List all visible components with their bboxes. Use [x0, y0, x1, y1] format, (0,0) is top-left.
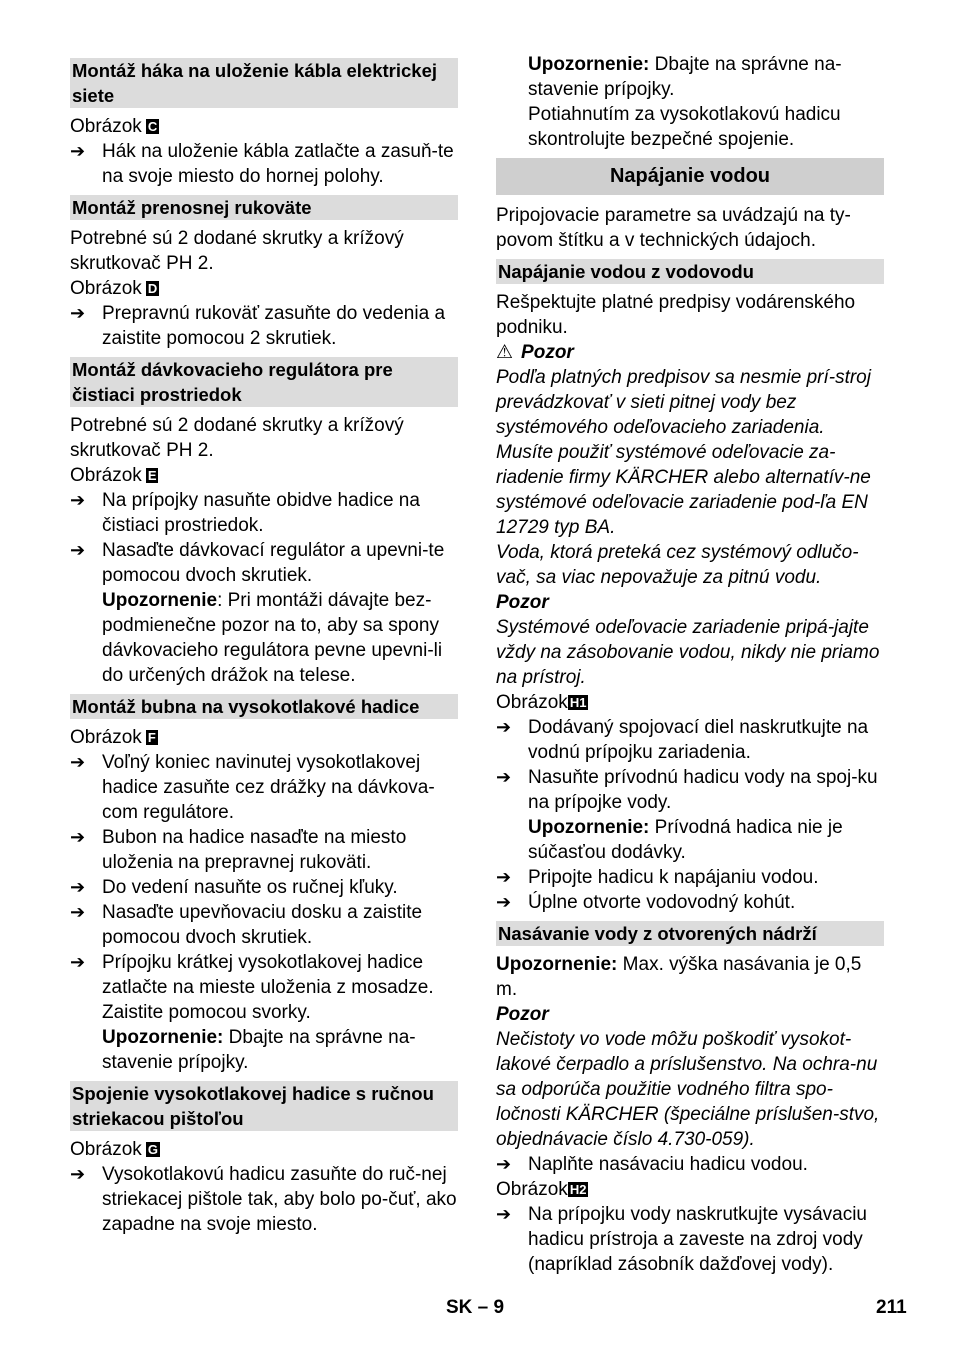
arrow-right-icon: ➔: [496, 892, 512, 912]
arrow-right-icon: ➔: [496, 767, 512, 787]
figure-ref: [70, 725, 458, 750]
step-text: Bubon na hadice nasaďte na miesto uloženia na prepravnej rukoväti.: [102, 827, 407, 873]
arrow-right-icon: ➔: [70, 752, 86, 772]
step-text: Hák na uloženie kábla zatlačte a zasuň-te na svoje miesto do hornej polohy.: [102, 141, 454, 187]
arrow-right-icon: ➔: [496, 717, 512, 737]
figure-ref: [496, 1177, 884, 1202]
figure-prefix: Obrázok: [496, 692, 568, 713]
figure-ref: [70, 463, 458, 488]
caution-text: Systémové odeľovacie zariadenie pripá-jajte vždy na zásobovanie vodou, nikdy nie priamo na prístroj.: [496, 617, 880, 688]
caution-heading: Pozor: [496, 1004, 549, 1025]
step-text: Prepravnú rukoväť zasuňte do vedenia a zaistite pomocou 2 skrutiek.: [102, 303, 446, 349]
section-heading-hose-drum: Montáž bubna na vysokotlakové hadice: [70, 694, 458, 719]
note-label: Upozornenie:: [496, 954, 618, 975]
section-heading-mains-water: Napájanie vodou z vodovodu: [496, 259, 884, 284]
warning-title: Pozor: [521, 342, 574, 363]
step-text: Prípojku krátkej vysokotlakovej hadice zatlačte na mieste uloženia z mosadze. Zaistite pomocou svorky.: [102, 952, 434, 1023]
instruction-step: [496, 865, 884, 890]
section-heading-cable-hook: Montáž háka na uloženie kábla elektrickej siete: [70, 58, 458, 108]
footer-section-label: SK – 9: [446, 1297, 505, 1318]
arrow-right-icon: ➔: [496, 1204, 512, 1224]
warning-triangle-icon: ⚠: [496, 342, 514, 363]
step-text: Nasuňte prívodnú hadicu vody na spoj-ku na prípojke vody.: [528, 767, 878, 813]
warning-text: Podľa platných predpisov sa nesmie prí-stroj prevádzkovať v sieti pitnej vody bez systémového odeľovacieho zariadenia. Musíte použiť systémové odeľovacie za-riadenie firmy KÄRCHER alebo alternatív-ne systémové odeľovacie zariadenie pod-ľa EN 12729 typ BA.: [496, 367, 871, 538]
figure-label: H2: [569, 1182, 587, 1197]
note: [70, 588, 458, 688]
figure-prefix: Obrázok: [70, 727, 142, 748]
step-text: Dodávaný spojovací diel naskrutkujte na vodnú prípojku zariadenia.: [528, 717, 869, 763]
instruction-step: [70, 488, 458, 538]
instruction-step: [70, 825, 458, 875]
note-text: Prívodná hadica nie je súčasťou dodávky.: [528, 817, 843, 863]
figure-label: D: [147, 281, 158, 296]
step-text: Naplňte nasávaciu hadicu vodou.: [528, 1154, 808, 1175]
note-label: Upozornenie: [102, 590, 218, 611]
section-heading-open-tanks: Nasávanie vody z otvorených nádrží: [496, 921, 884, 946]
figure-label: E: [147, 468, 157, 483]
footer-page-number: 211: [876, 1297, 907, 1318]
left-column: [70, 52, 458, 1237]
arrow-right-icon: ➔: [70, 490, 86, 510]
arrow-right-icon: ➔: [70, 303, 86, 323]
note-text: Dbajte na správne na-stavenie prípojky.: [528, 54, 842, 100]
instruction-step: [70, 950, 458, 1025]
figure-prefix: Obrázok: [70, 278, 142, 299]
figure-prefix: Obrázok: [496, 1179, 568, 1200]
note-text: Dbajte na správne na-stavenie prípojky.: [102, 1027, 416, 1073]
section-heading-hose-gun: Spojenie vysokotlakovej hadice s ručnou striekacou pištoľou: [70, 1081, 458, 1131]
figure-prefix: Obrázok: [70, 116, 142, 137]
note-continuation: Potiahnutím za vysokotlakovú hadicu skontrolujte bezpečné spojenie.: [528, 104, 841, 150]
figure-label: F: [147, 730, 156, 745]
instruction-step: [70, 900, 458, 950]
step-text: Do vedení nasuňte os ručnej kľuky.: [102, 877, 398, 898]
step-text: Nasaďte dávkovací regulátor a upevni-te pomocou dvoch skrutiek.: [102, 540, 445, 586]
instruction-step: [496, 765, 884, 815]
warning-heading: [496, 340, 884, 365]
figure-ref: [70, 276, 458, 301]
figure-ref: [496, 690, 884, 715]
section-heading-handle: Montáž prenosnej rukoväte: [70, 195, 458, 220]
step-text: Na prípojky nasuňte obidve hadice na čistiaci prostriedok.: [102, 490, 420, 536]
figure-label: H1: [569, 695, 587, 710]
main-heading-water-supply: Napájanie vodou: [496, 158, 884, 195]
instruction-step: [70, 538, 458, 588]
note-label: Upozornenie:: [528, 817, 650, 838]
figure-ref: [70, 1137, 458, 1162]
arrow-right-icon: ➔: [70, 952, 86, 972]
arrow-right-icon: ➔: [70, 540, 86, 560]
instruction-step: [70, 750, 458, 825]
caution-text: Nečistoty vo vode môžu poškodiť vysokot-lakové čerpadlo a príslušenstvo. Na ochra-nu sa odporúča použitie vodného filtra spo-ločnosti KÄRCHER (špeciálne príslušen-stvo, objednávacie číslo 4.730-059).: [496, 1029, 880, 1150]
figure-ref: [70, 114, 458, 139]
note-text: Max. výška nasávania je 0,5 m.: [496, 954, 862, 1000]
arrow-right-icon: ➔: [70, 877, 86, 897]
paragraph: Potrebné sú 2 dodané skrutky a krížový skrutkovač PH 2.: [70, 415, 404, 461]
arrow-right-icon: ➔: [70, 827, 86, 847]
step-text: Na prípojku vody naskrutkujte vysávaciu hadicu prístroja a zaveste na zdroj vody (napríklad zásobník dažďovej vody).: [528, 1204, 867, 1275]
instruction-step: [70, 875, 458, 900]
paragraph: Rešpektujte platné predpisy vodárenského podniku.: [496, 292, 856, 338]
warning-text: Voda, ktorá preteká cez systémový odlučo-vač, sa viac nepovažuje za pitnú vodu.: [496, 542, 859, 588]
figure-prefix: Obrázok: [70, 465, 142, 486]
note: [496, 952, 884, 1002]
section-heading-dosing-regulator: Montáž dávkovacieho regulátora pre čistiaci prostriedok: [70, 357, 458, 407]
instruction-step: [496, 1202, 884, 1277]
note: [496, 815, 884, 865]
arrow-right-icon: ➔: [70, 141, 86, 161]
figure-label: C: [147, 119, 158, 134]
arrow-right-icon: ➔: [496, 867, 512, 887]
instruction-step: [70, 1162, 458, 1237]
arrow-right-icon: ➔: [70, 902, 86, 922]
figure-label: G: [147, 1142, 158, 1157]
instruction-step: [70, 301, 458, 351]
step-text: Úplne otvorte vodovodný kohút.: [528, 892, 796, 913]
instruction-step: [496, 1152, 884, 1177]
step-text: Voľný koniec navinutej vysokotlakovej hadice zasuňte cez drážky na dávkova-com regulátore.: [102, 752, 435, 823]
figure-prefix: Obrázok: [70, 1139, 142, 1160]
note-label: Upozornenie:: [102, 1027, 224, 1048]
note: [496, 52, 884, 102]
note: [70, 1025, 458, 1075]
note-label: Upozornenie:: [528, 54, 650, 75]
paragraph: Potrebné sú 2 dodané skrutky a krížový skrutkovač PH 2.: [70, 228, 404, 274]
step-text: Pripojte hadicu k napájaniu vodou.: [528, 867, 819, 888]
step-text: Vysokotlakovú hadicu zasuňte do ruč-nej striekacej pištole tak, aby bolo po-čuť, ako zapadne na svoje miesto.: [102, 1164, 457, 1235]
arrow-right-icon: ➔: [70, 1164, 86, 1184]
note-text: : Pri montáži dávajte bez-podmienečne pozor na to, aby sa spony dávkovacieho regulátora pevne upevni-li do určených drážok na telese.: [102, 590, 443, 686]
caution-heading: Pozor: [496, 592, 549, 613]
right-column: [496, 52, 884, 1277]
instruction-step: [496, 890, 884, 915]
instruction-step: [496, 715, 884, 765]
step-text: Nasaďte upevňovaciu dosku a zaistite pomocou dvoch skrutiek.: [102, 902, 423, 948]
arrow-right-icon: ➔: [496, 1154, 512, 1174]
instruction-step: [70, 139, 458, 189]
paragraph: Pripojovacie parametre sa uvádzajú na ty-povom štítku a v technických údajoch.: [496, 205, 851, 251]
